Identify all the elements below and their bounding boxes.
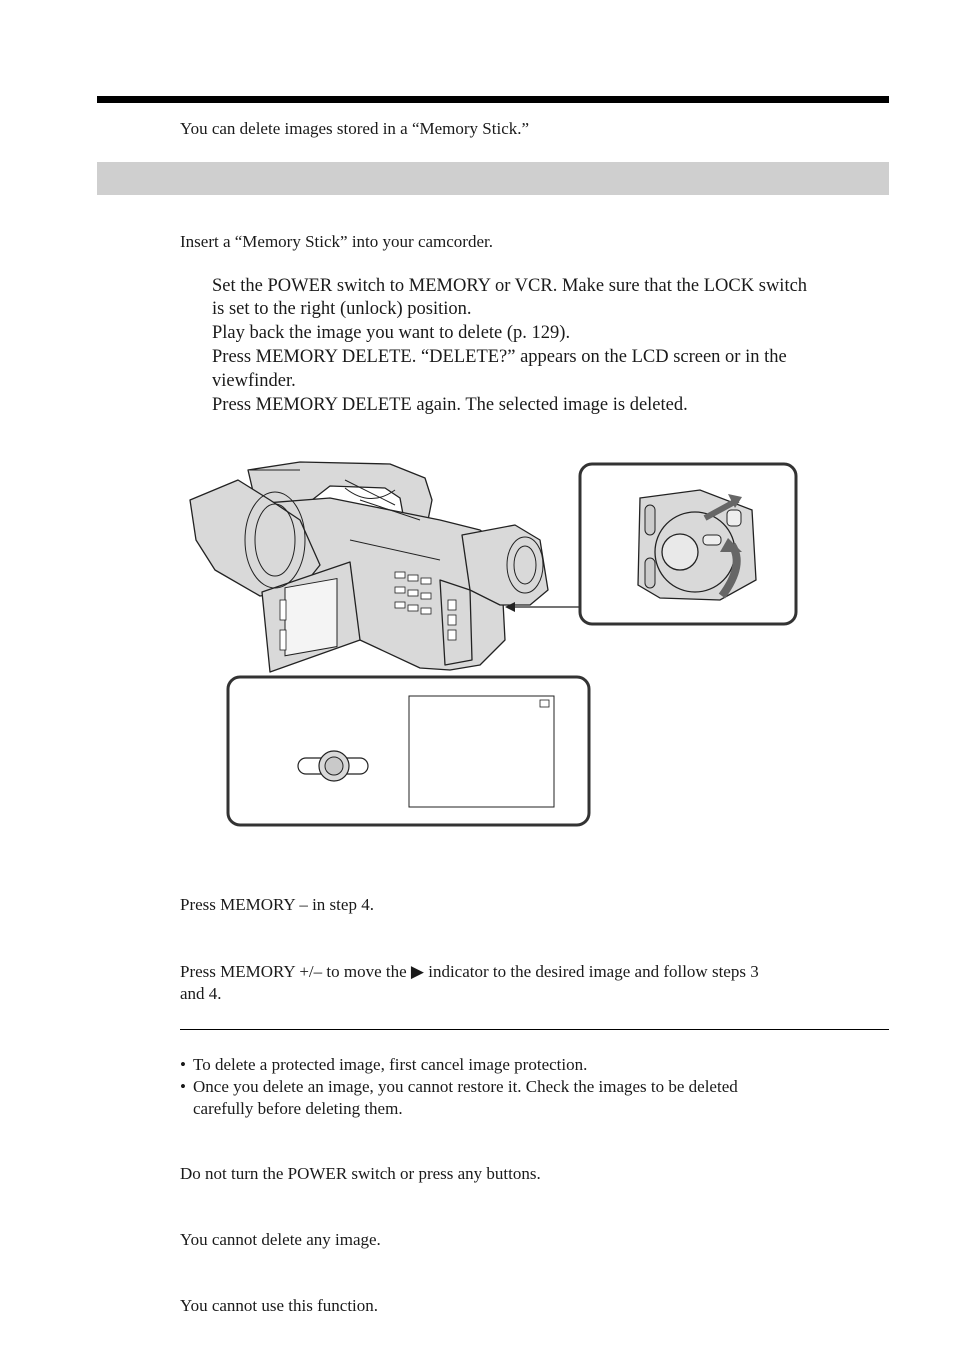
step-1-line-1: Set the POWER switch to MEMORY or VCR. Make sure that the LOCK switch xyxy=(212,276,808,296)
note-2 xyxy=(180,1076,738,1098)
prep-text: Insert a “Memory Stick” into your camcorder. xyxy=(180,232,493,251)
camcorder-illustration xyxy=(180,455,805,830)
step-3-line-1: Press MEMORY DELETE. “DELETE?” appears on the LCD screen or in the xyxy=(212,347,787,367)
note-1 xyxy=(180,1054,587,1076)
tip-2-line-1: Press MEMORY +/– to move the ▶ indicator to the desired image and follow steps 3 xyxy=(180,962,759,981)
bullet-icon: • xyxy=(180,1055,186,1074)
notes-divider xyxy=(180,1029,889,1030)
intro-text: You can delete images stored in a “Memory Stick.” xyxy=(180,119,530,138)
bullet-icon: • xyxy=(180,1077,186,1096)
lcd-screen-icon xyxy=(409,696,554,807)
power-dial-icon xyxy=(638,490,756,600)
step-3-line-2: viewfinder. xyxy=(212,371,296,391)
tip-1-text: Press MEMORY – in step 4. xyxy=(180,895,374,914)
step-1-line-2: is set to the right (unlock) position. xyxy=(212,299,472,319)
note-2-line-2: carefully before deleting them. xyxy=(193,1099,403,1118)
extra-3-text: You cannot use this function. xyxy=(180,1296,379,1315)
header-rule xyxy=(97,96,889,103)
note-1-line-1: To delete a protected image, first cancel image protection. xyxy=(193,1055,588,1074)
step-4-line-1: Press MEMORY DELETE again. The selected image is deleted. xyxy=(212,395,688,415)
tip-2-line-2: and 4. xyxy=(180,984,222,1003)
extra-1-text: Do not turn the POWER switch or press any buttons. xyxy=(180,1164,541,1183)
extra-2-text: You cannot delete any image. xyxy=(180,1230,381,1249)
note-2-line-1: Once you delete an image, you cannot restore it. Check the images to be deleted xyxy=(193,1077,738,1096)
section-bar xyxy=(97,162,889,195)
step-2-line-1: Play back the image you want to delete (p. 129). xyxy=(212,323,571,343)
